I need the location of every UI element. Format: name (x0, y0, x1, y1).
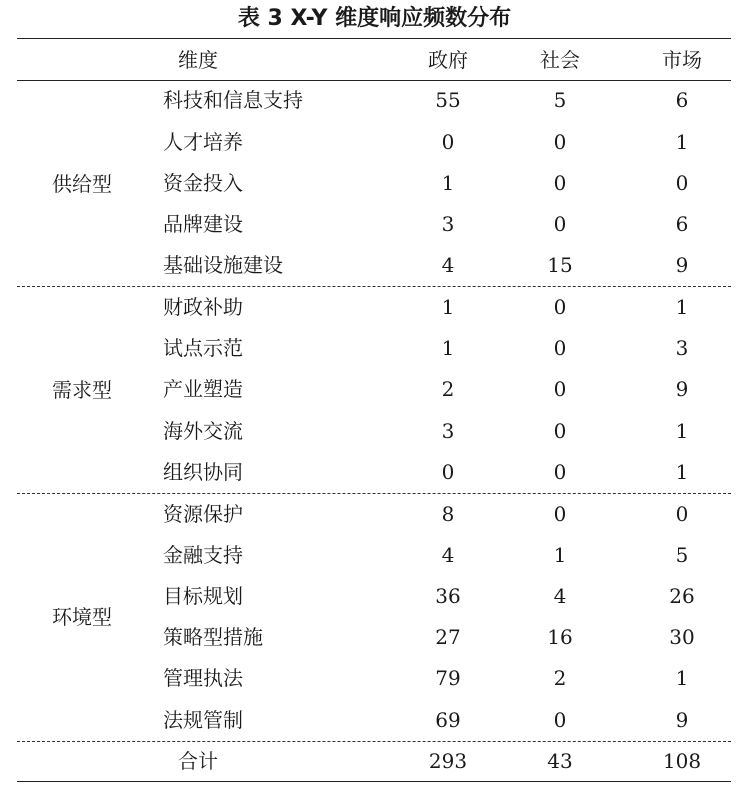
cell-gov: 1 (441, 336, 455, 360)
cell-soc: 0 (553, 460, 567, 484)
cell-gov: 55 (435, 88, 461, 112)
cell-soc: 0 (553, 419, 567, 443)
row-label: 基础设施建设 (163, 253, 283, 277)
cell-mkt: 5 (675, 543, 689, 567)
cell-soc: 4 (553, 584, 567, 608)
cell-mkt: 0 (675, 502, 689, 526)
total-label: 合计 (178, 749, 218, 773)
cell-mkt: 9 (675, 708, 689, 732)
cell-mkt: 1 (675, 295, 689, 319)
cell-gov: 8 (441, 502, 455, 526)
cell-gov: 3 (441, 419, 455, 443)
cell-soc: 5 (553, 88, 567, 112)
cell-gov: 4 (441, 543, 455, 567)
row-label: 人才培养 (163, 130, 243, 154)
cell-mkt: 1 (675, 419, 689, 443)
row-label: 策略型措施 (163, 625, 263, 649)
row-label: 资金投入 (163, 171, 243, 195)
cell-soc: 0 (553, 171, 567, 195)
row-label: 管理执法 (163, 666, 243, 690)
cell-mkt: 0 (675, 171, 689, 195)
row-label: 资源保护 (163, 502, 243, 526)
header-mkt: 市场 (662, 48, 702, 72)
cell-soc: 0 (553, 130, 567, 154)
cell-gov: 36 (435, 584, 461, 608)
top-rule (17, 38, 731, 39)
cell-mkt: 30 (669, 625, 695, 649)
cell-gov: 69 (435, 708, 461, 732)
cell-gov: 4 (441, 253, 455, 277)
row-label: 目标规划 (163, 584, 243, 608)
cell-gov: 0 (441, 460, 455, 484)
group-label-supply: 供给型 (52, 172, 112, 196)
row-label: 科技和信息支持 (163, 88, 303, 112)
header-soc: 社会 (540, 48, 580, 72)
cell-soc: 15 (547, 253, 573, 277)
bottom-rule (17, 781, 731, 782)
cell-mkt: 9 (675, 253, 689, 277)
cell-gov: 2 (441, 377, 455, 401)
cell-soc: 0 (553, 708, 567, 732)
cell-gov: 3 (441, 212, 455, 236)
cell-soc: 2 (553, 666, 567, 690)
row-label: 财政补助 (163, 295, 243, 319)
group-divider-2 (17, 493, 731, 494)
cell-soc: 0 (553, 336, 567, 360)
cell-soc: 16 (547, 625, 573, 649)
row-label: 法规管制 (163, 708, 243, 732)
header-dimension: 维度 (178, 48, 218, 72)
cell-mkt: 9 (675, 377, 689, 401)
cell-mkt: 3 (675, 336, 689, 360)
cell-gov: 79 (435, 666, 461, 690)
group-label-environment: 环境型 (52, 605, 112, 629)
cell-soc: 0 (553, 212, 567, 236)
group-label-demand: 需求型 (52, 378, 112, 402)
row-label: 品牌建设 (163, 212, 243, 236)
cell-soc: 0 (553, 295, 567, 319)
group-divider-1 (17, 286, 731, 287)
cell-mkt: 1 (675, 460, 689, 484)
row-label: 金融支持 (163, 543, 243, 567)
cell-gov: 27 (435, 625, 461, 649)
row-label: 试点示范 (163, 336, 243, 360)
cell-mkt: 26 (669, 584, 695, 608)
cell-soc: 1 (553, 543, 567, 567)
total-gov: 293 (428, 749, 468, 773)
cell-gov: 1 (441, 295, 455, 319)
table-title: 表 3 X-Y 维度响应频数分布 (237, 6, 512, 31)
cell-mkt: 6 (675, 88, 689, 112)
row-label: 海外交流 (163, 419, 243, 443)
cell-mkt: 1 (675, 130, 689, 154)
header-gov: 政府 (428, 48, 468, 72)
cell-gov: 0 (441, 130, 455, 154)
total-divider (17, 741, 731, 742)
row-label: 组织协同 (163, 460, 243, 484)
total-mkt: 108 (662, 749, 702, 773)
cell-mkt: 6 (675, 212, 689, 236)
total-soc: 43 (547, 749, 573, 773)
row-label: 产业塑造 (163, 377, 243, 401)
cell-mkt: 1 (675, 666, 689, 690)
cell-soc: 0 (553, 502, 567, 526)
header-rule (17, 80, 731, 81)
cell-gov: 1 (441, 171, 455, 195)
cell-soc: 0 (553, 377, 567, 401)
